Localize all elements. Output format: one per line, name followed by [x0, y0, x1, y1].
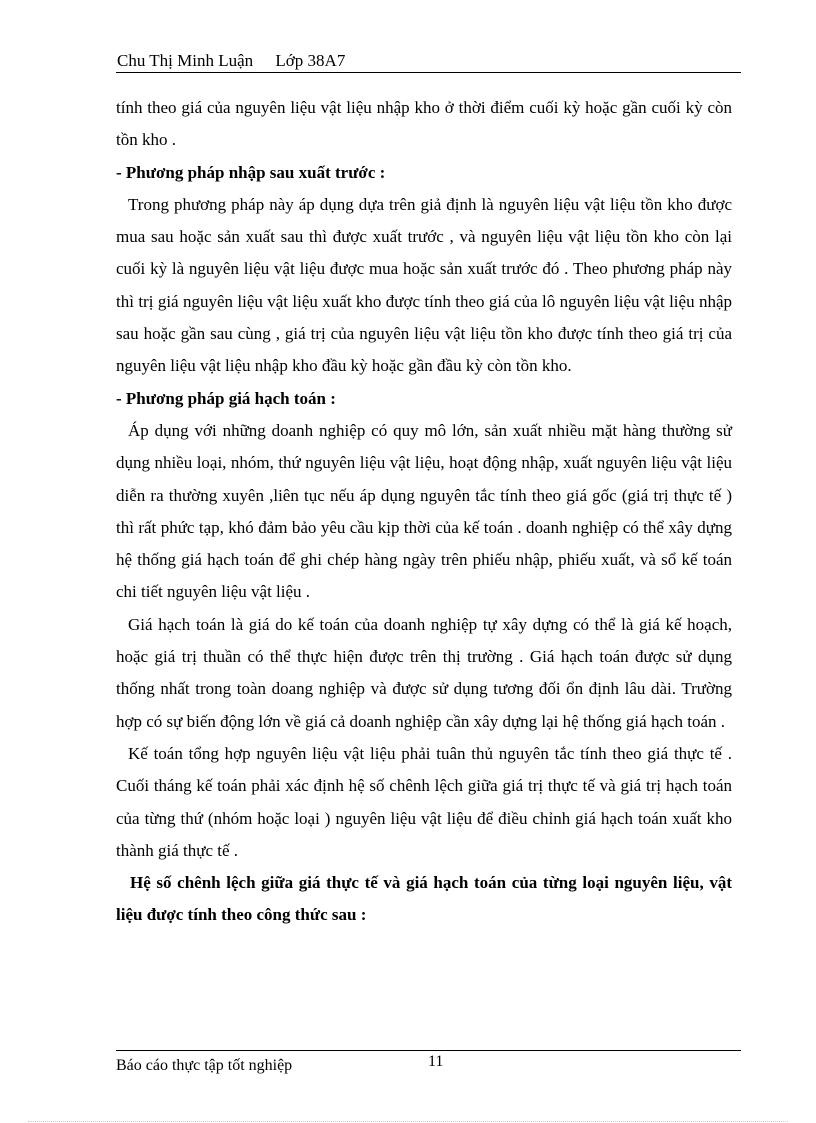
paragraph-continuation: tính theo giá của nguyên liệu vật liệu nhập kho ở thời điểm cuối kỳ hoặc gần cuối kỳ còn tồn kho .: [116, 98, 732, 150]
page-number: 11: [428, 1053, 444, 1070]
section-heading-lifo: [116, 157, 732, 189]
footer-divider: [116, 1050, 741, 1051]
paragraph-adjustment: Kế toán tổng hợp nguyên liệu vật liệu phải tuân thủ nguyên tắc tính theo giá thực tế . Cuối tháng kế toán phải xác định hệ số chênh lệch giữa giá trị thực tế và giá trị hạch toán của từng thứ (nhóm hoặc loại ) nguyên liệu vật liệu để điều chỉnh giá hạch toán xuất kho thành giá thực tế .: [116, 743, 732, 860]
heading-dash: -: [116, 388, 126, 408]
heading-dash: -: [116, 162, 126, 182]
paragraph-lifo: Trong phương pháp này áp dụng dựa trên giả định là nguyên liệu vật liệu tồn kho được mua sau hoặc sản xuất sau thì được xuất trước , và nguyên liệu vật liệu tồn kho còn lại cuối kỳ là nguyên liệu vật liệu được mua hoặc sản xuất trước đó . Theo phương pháp này thì trị giá nguyên liệu vật liệu xuất kho được tính theo giá của lô nguyên liệu vật liệu nhập sau hoặc gần sau cùng , giá trị của nguyên liệu vật liệu tồn kho được tính theo giá trị của nguyên liệu vật liệu nhập kho đầu kỳ hoặc gần đầu kỳ còn tồn kho.: [116, 194, 732, 376]
document-body: [116, 92, 732, 932]
paragraph-standard-cost-definition: Giá hạch toán là giá do kế toán của doanh nghiệp tự xây dựng có thể là giá kế hoạch, hoặc giá trị thuần có thể thực hiện được trên thị trường . Giá hạch toán được sử dụng thống nhất trong toàn doang nghiệp và được sử dụng tương đối ổn định lâu dài. Trường hợp có sự biến động lớn về giá cả doanh nghiệp cần xây dựng lại hệ thống giá hạch toán .: [116, 614, 732, 731]
heading-standard-cost-text: Phương pháp giá hạch toán :: [125, 388, 336, 408]
paragraph-standard-cost-usage: Áp dụng với những doanh nghiệp có quy mô lớn, sản xuất nhiều mặt hàng thường sử dụng nhiều loại, nhóm, thứ nguyên liệu vật liệu, hoạt động nhập, xuất nguyên liệu vật liệu diễn ra thường xuyên ,liên tục nếu áp dụng nguyên tắc tính theo giá gốc (giá trị thực tế ) thì rất phức tạp, khó đảm bảo yêu cầu kịp thời của kế toán . doanh nghiệp có thể xây dựng hệ thống giá hạch toán để ghi chép hàng ngày trên phiếu nhập, phiếu xuất, và sổ kế toán chi tiết nguyên liệu vật liệu .: [116, 420, 732, 602]
page-bottom-border: [28, 1121, 788, 1122]
header-author: Chu Thị Minh Luận: [117, 51, 254, 70]
header-divider: [116, 72, 741, 73]
heading-lifo-text: Phương pháp nhập sau xuất trước :: [125, 162, 386, 182]
paragraph-coefficient-formula-intro: Hệ số chênh lệch giữa giá thực tế và giá hạch toán của từng loại nguyên liệu, vật liệu được tính theo công thức sau :: [116, 873, 732, 925]
section-heading-standard-cost: [116, 383, 732, 415]
page-header: [117, 50, 741, 72]
footer-report-title: Báo cáo thực tập tốt nghiệp: [116, 1057, 293, 1074]
header-class: Lớp 38A7: [275, 51, 346, 70]
